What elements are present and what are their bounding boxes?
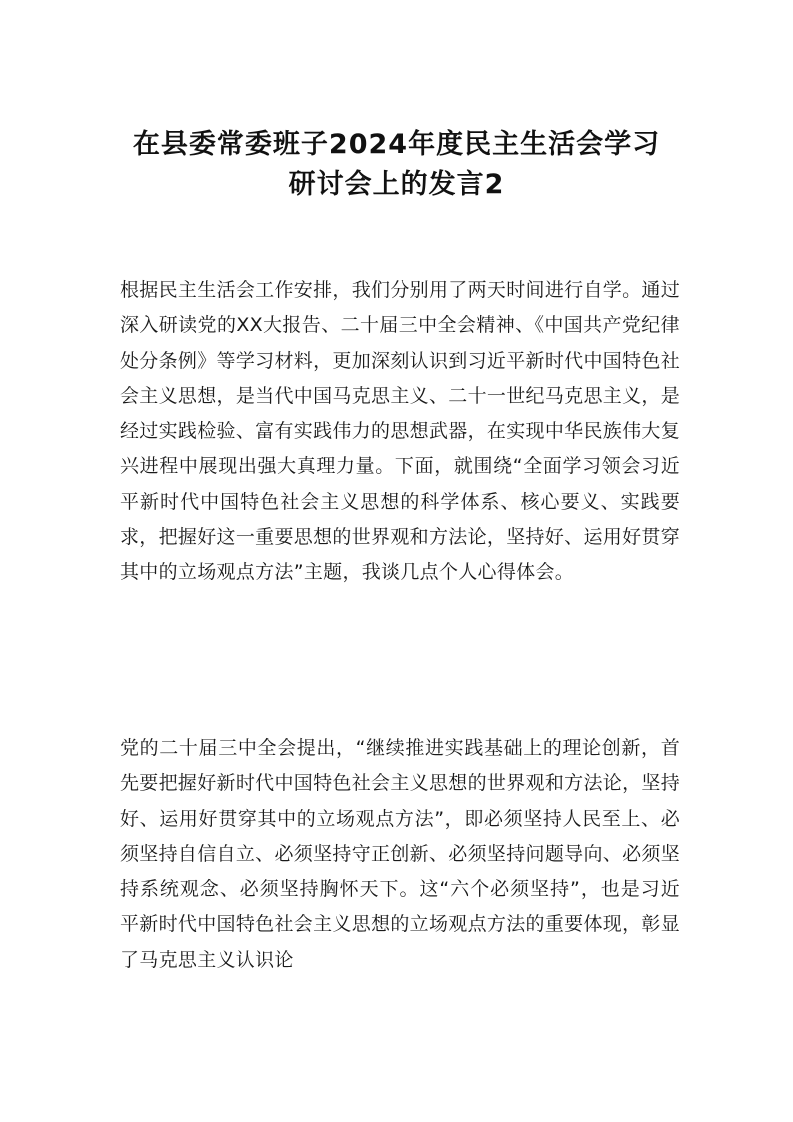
document-title-line-2: 研讨会上的发言2 (288, 169, 505, 200)
document-title-line-1: 在县委常委班子2024年度民主生活会学习 (132, 129, 661, 160)
body-paragraph-1: 根据民主生活会工作安排，我们分别用了两天时间进行自学。通过深入研读党的XX大报告、二十届三中全会精神、《中国共产党纪律处分条例》等学习材料，更加深刻认识到习近平新时代中国特色社会主义思想，是当代中国马克思主义、二十一世纪马克思主义，是经过实践检验、富有实践伟力的思想武器，在实现中华民族伟大复兴进程中展现出强大真理力量。下面，就围绕“全面学习领会习近平新时代中国特色社会主义思想的科学体系、核心要义、实践要求，把握好这一重要思想的世界观和方法论，坚持好、运用好贯穿其中的立场观点方法”主题，我谈几点个人心得体会。 (120, 279, 680, 584)
body-paragraph-2: 党的二十届三中全会提出，“继续推进实践基础上的理论创新，首先要把握好新时代中国特色社会主义思想的世界观和方法论，坚持好、运用好贯穿其中的立场观点方法”，即必须坚持人民至上、必须坚持自信自立、必须坚持守正创新、必须坚持问题导向、必须坚持系统观念、必须坚持胸怀天下。这“六个必须坚持”，也是习近平新时代中国特色社会主义思想的立场观点方法的重要体现，彰显了马克思主义认识论 (120, 737, 680, 971)
